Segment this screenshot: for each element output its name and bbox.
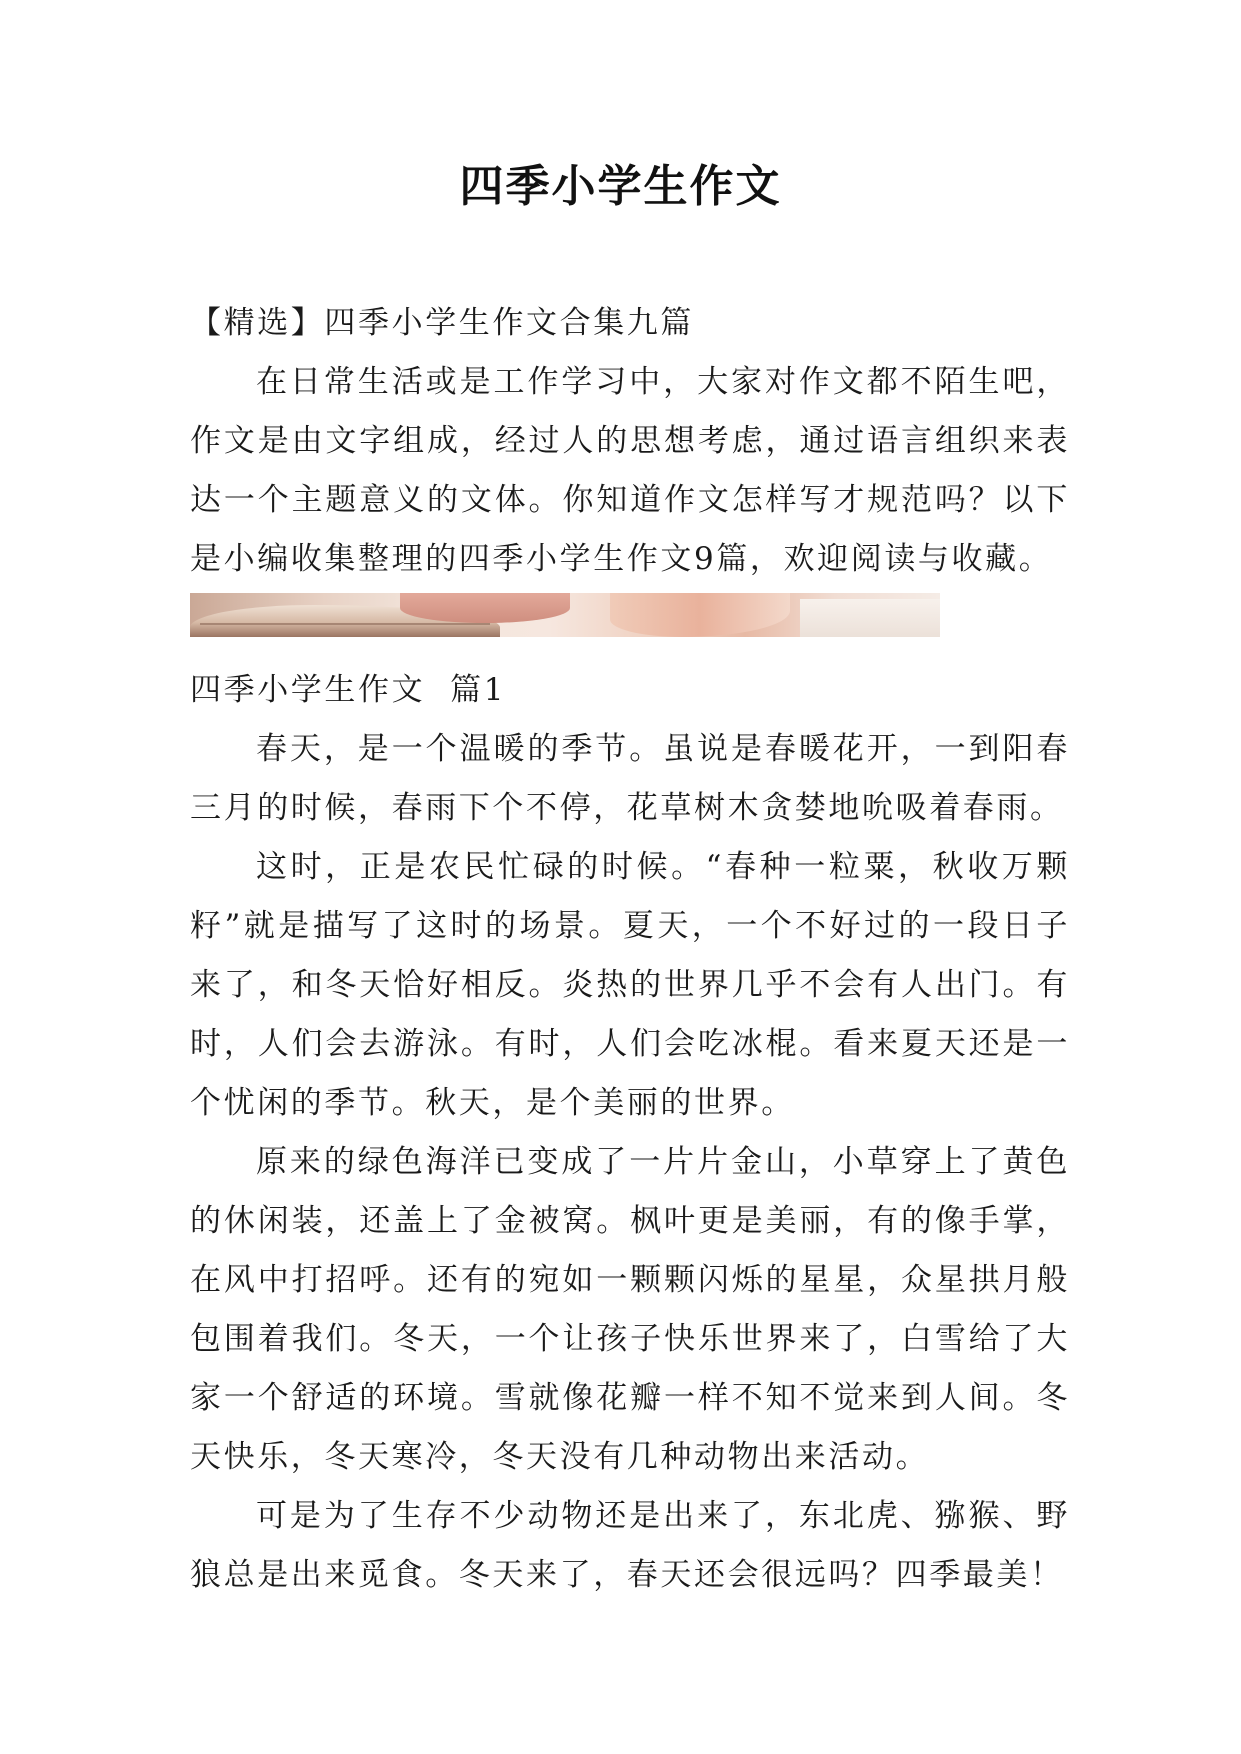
body-paragraph: 可是为了生存不少动物还是出来了，东北虎、猕猴、野狼总是出来觅食。冬天来了，春天还会很远吗？四季最美！ [190,1498,1070,1593]
body-paragraph: 春天，是一个温暖的季节。虽说是春暖花开，一到阳春三月的时候，春雨下个不停，花草树木贪婪地吮吸着春雨。 [190,731,1070,826]
body-paragraph: 这时，正是农民忙碌的时候。“春种一粒粟，秋收万颗籽”就是描写了这时的场景。夏天，一个不好过的一段日子来了，和冬天恰好相反。炎热的世界几乎不会有人出门。有时，人们会去游泳。有时，人们会吃冰棍。看来夏天还是一个忧闲的季节。秋天，是个美丽的世界。 [190,849,1070,1121]
book-page-edge [200,623,490,625]
document-title: 四季小学生作文 [459,161,782,212]
hand-shape [400,593,570,623]
reading-book-photo [190,593,940,637]
paper-shape [800,599,940,637]
section-heading: 四季小学生作文 篇1 [190,672,507,708]
document-subtitle: 【精选】四季小学生作文合集九篇 [190,305,694,341]
body-paragraph: 原来的绿色海洋已变成了一片片金山，小草穿上了黄色的休闲装，还盖上了金被窝。枫叶更是美丽，有的像手掌，在风中打招呼。还有的宛如一颗颗闪烁的星星，众星拱月般包围着我们。冬天，一个让孩子快乐世界来了，白雪给了大家一个舒适的环境。雪就像花瓣一样不知不觉来到人间。冬天快乐，冬天寒冷，冬天没有几种动物出来活动。 [190,1144,1070,1475]
document-body [190,294,1070,1605]
arm-shape [610,593,790,637]
intro-paragraph: 在日常生活或是工作学习中，大家对作文都不陌生吧，作文是由文字组成，经过人的思想考虑，通过语言组织来表达一个主题意义的文体。你知道作文怎样写才规范吗？以下是小编收集整理的四季小学生作文9篇，欢迎阅读与收藏。 [190,364,1070,577]
